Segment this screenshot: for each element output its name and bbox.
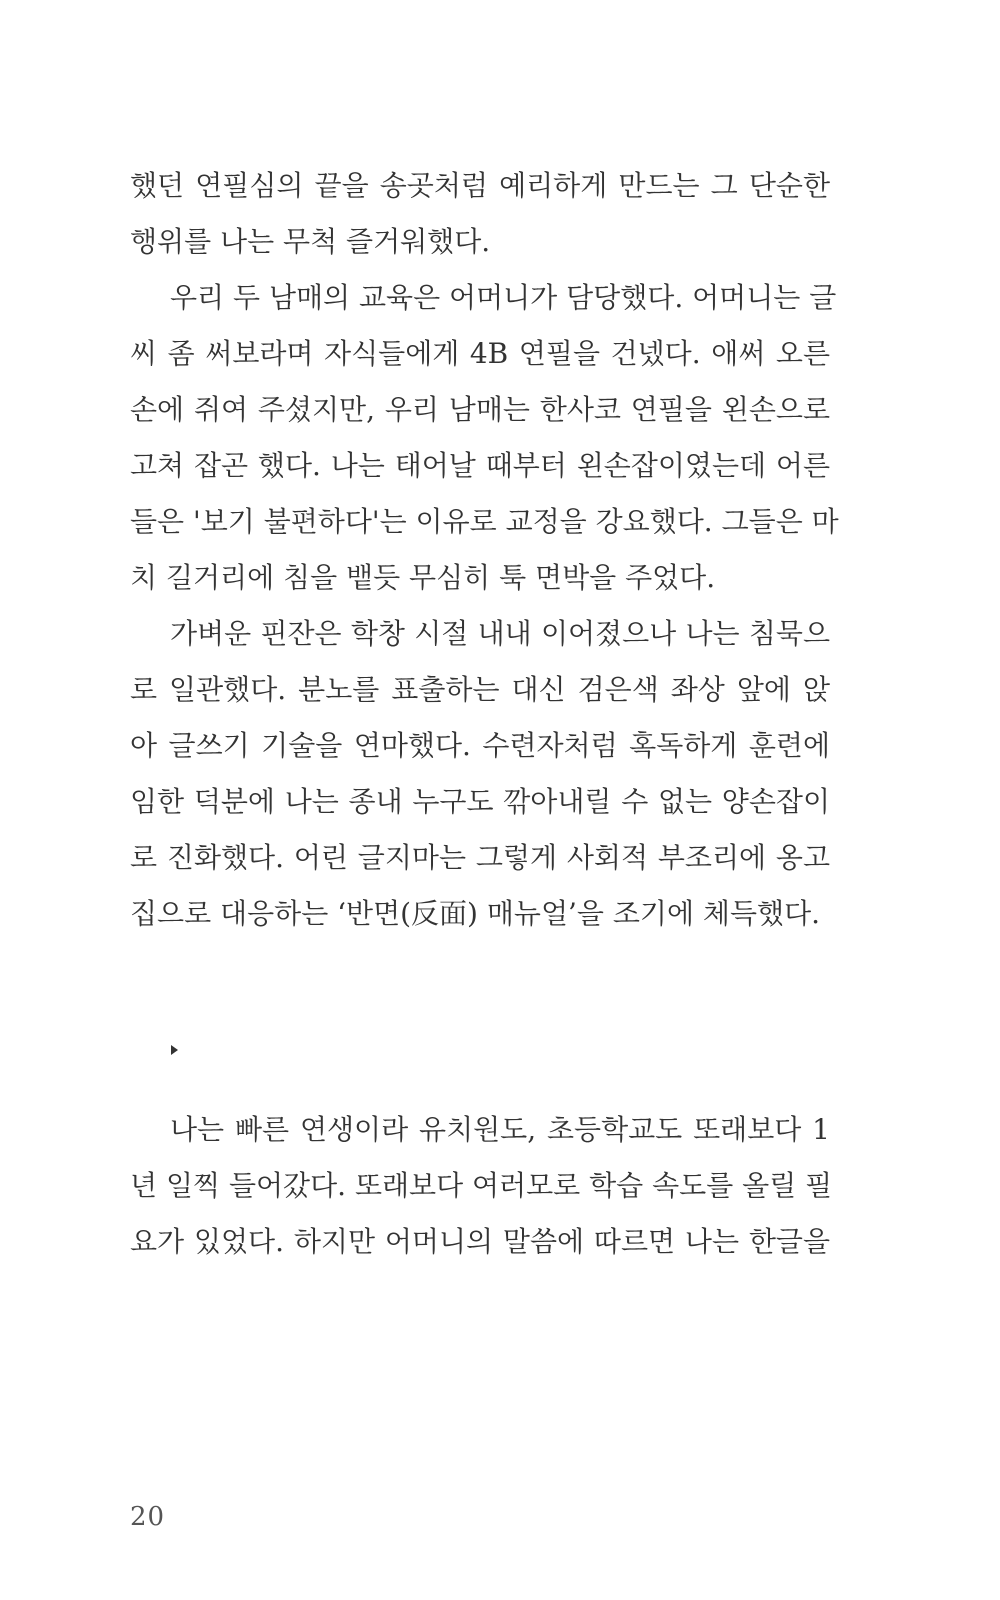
text-line: 임한 덕분에 나는 종내 누구도 깎아내릴 수 없는 양손잡이 [130, 785, 830, 818]
text-line: 집으로 대응하는 ‘반면(反面) 매뉴얼’을 조기에 체득했다. [130, 897, 821, 930]
text-line: 로 일관했다. 분노를 표출하는 대신 검은색 좌상 앞에 앉 [130, 673, 830, 706]
text-line: 요가 있었다. 하지만 어머니의 말씀에 따르면 나는 한글을 [130, 1225, 830, 1258]
text-line: 나는 빠른 연생이라 유치원도, 초등학교도 또래보다 1 [170, 1113, 830, 1146]
text-line: 로 진화했다. 어린 글지마는 그렇게 사회적 부조리에 옹고 [130, 841, 830, 874]
text-line: 치 길거리에 침을 뱉듯 무심히 툭 면박을 주었다. [130, 561, 716, 594]
text-line: 손에 쥐여 주셨지만, 우리 남매는 한사코 연필을 왼손으로 [130, 393, 830, 426]
section-marker-icon [171, 1045, 178, 1055]
text-line: 씨 좀 써보라며 자식들에게 4B 연필을 건넸다. 애써 오른 [130, 337, 830, 370]
text-line: 년 일찍 들어갔다. 또래보다 여러모로 학습 속도를 올릴 필 [130, 1169, 833, 1202]
text-line: 고쳐 잡곤 했다. 나는 태어날 때부터 왼손잡이였는데 어른 [130, 449, 830, 482]
text-line: 우리 두 남매의 교육은 어머니가 담당했다. 어머니는 글 [170, 281, 837, 314]
text-line: 가벼운 핀잔은 학창 시절 내내 이어졌으나 나는 침묵으 [170, 617, 830, 650]
text-line: 들은 '보기 불편하다'는 이유로 교정을 강요했다. 그들은 마 [130, 505, 839, 538]
text-line: 아 글쓰기 기술을 연마했다. 수련자처럼 혹독하게 훈련에 [130, 729, 830, 762]
text-line: 했던 연필심의 끝을 송곳처럼 예리하게 만드는 그 단순한 [130, 169, 830, 202]
page-number: 20 [130, 1502, 166, 1532]
text-line: 행위를 나는 무척 즐거워했다. [130, 225, 491, 258]
